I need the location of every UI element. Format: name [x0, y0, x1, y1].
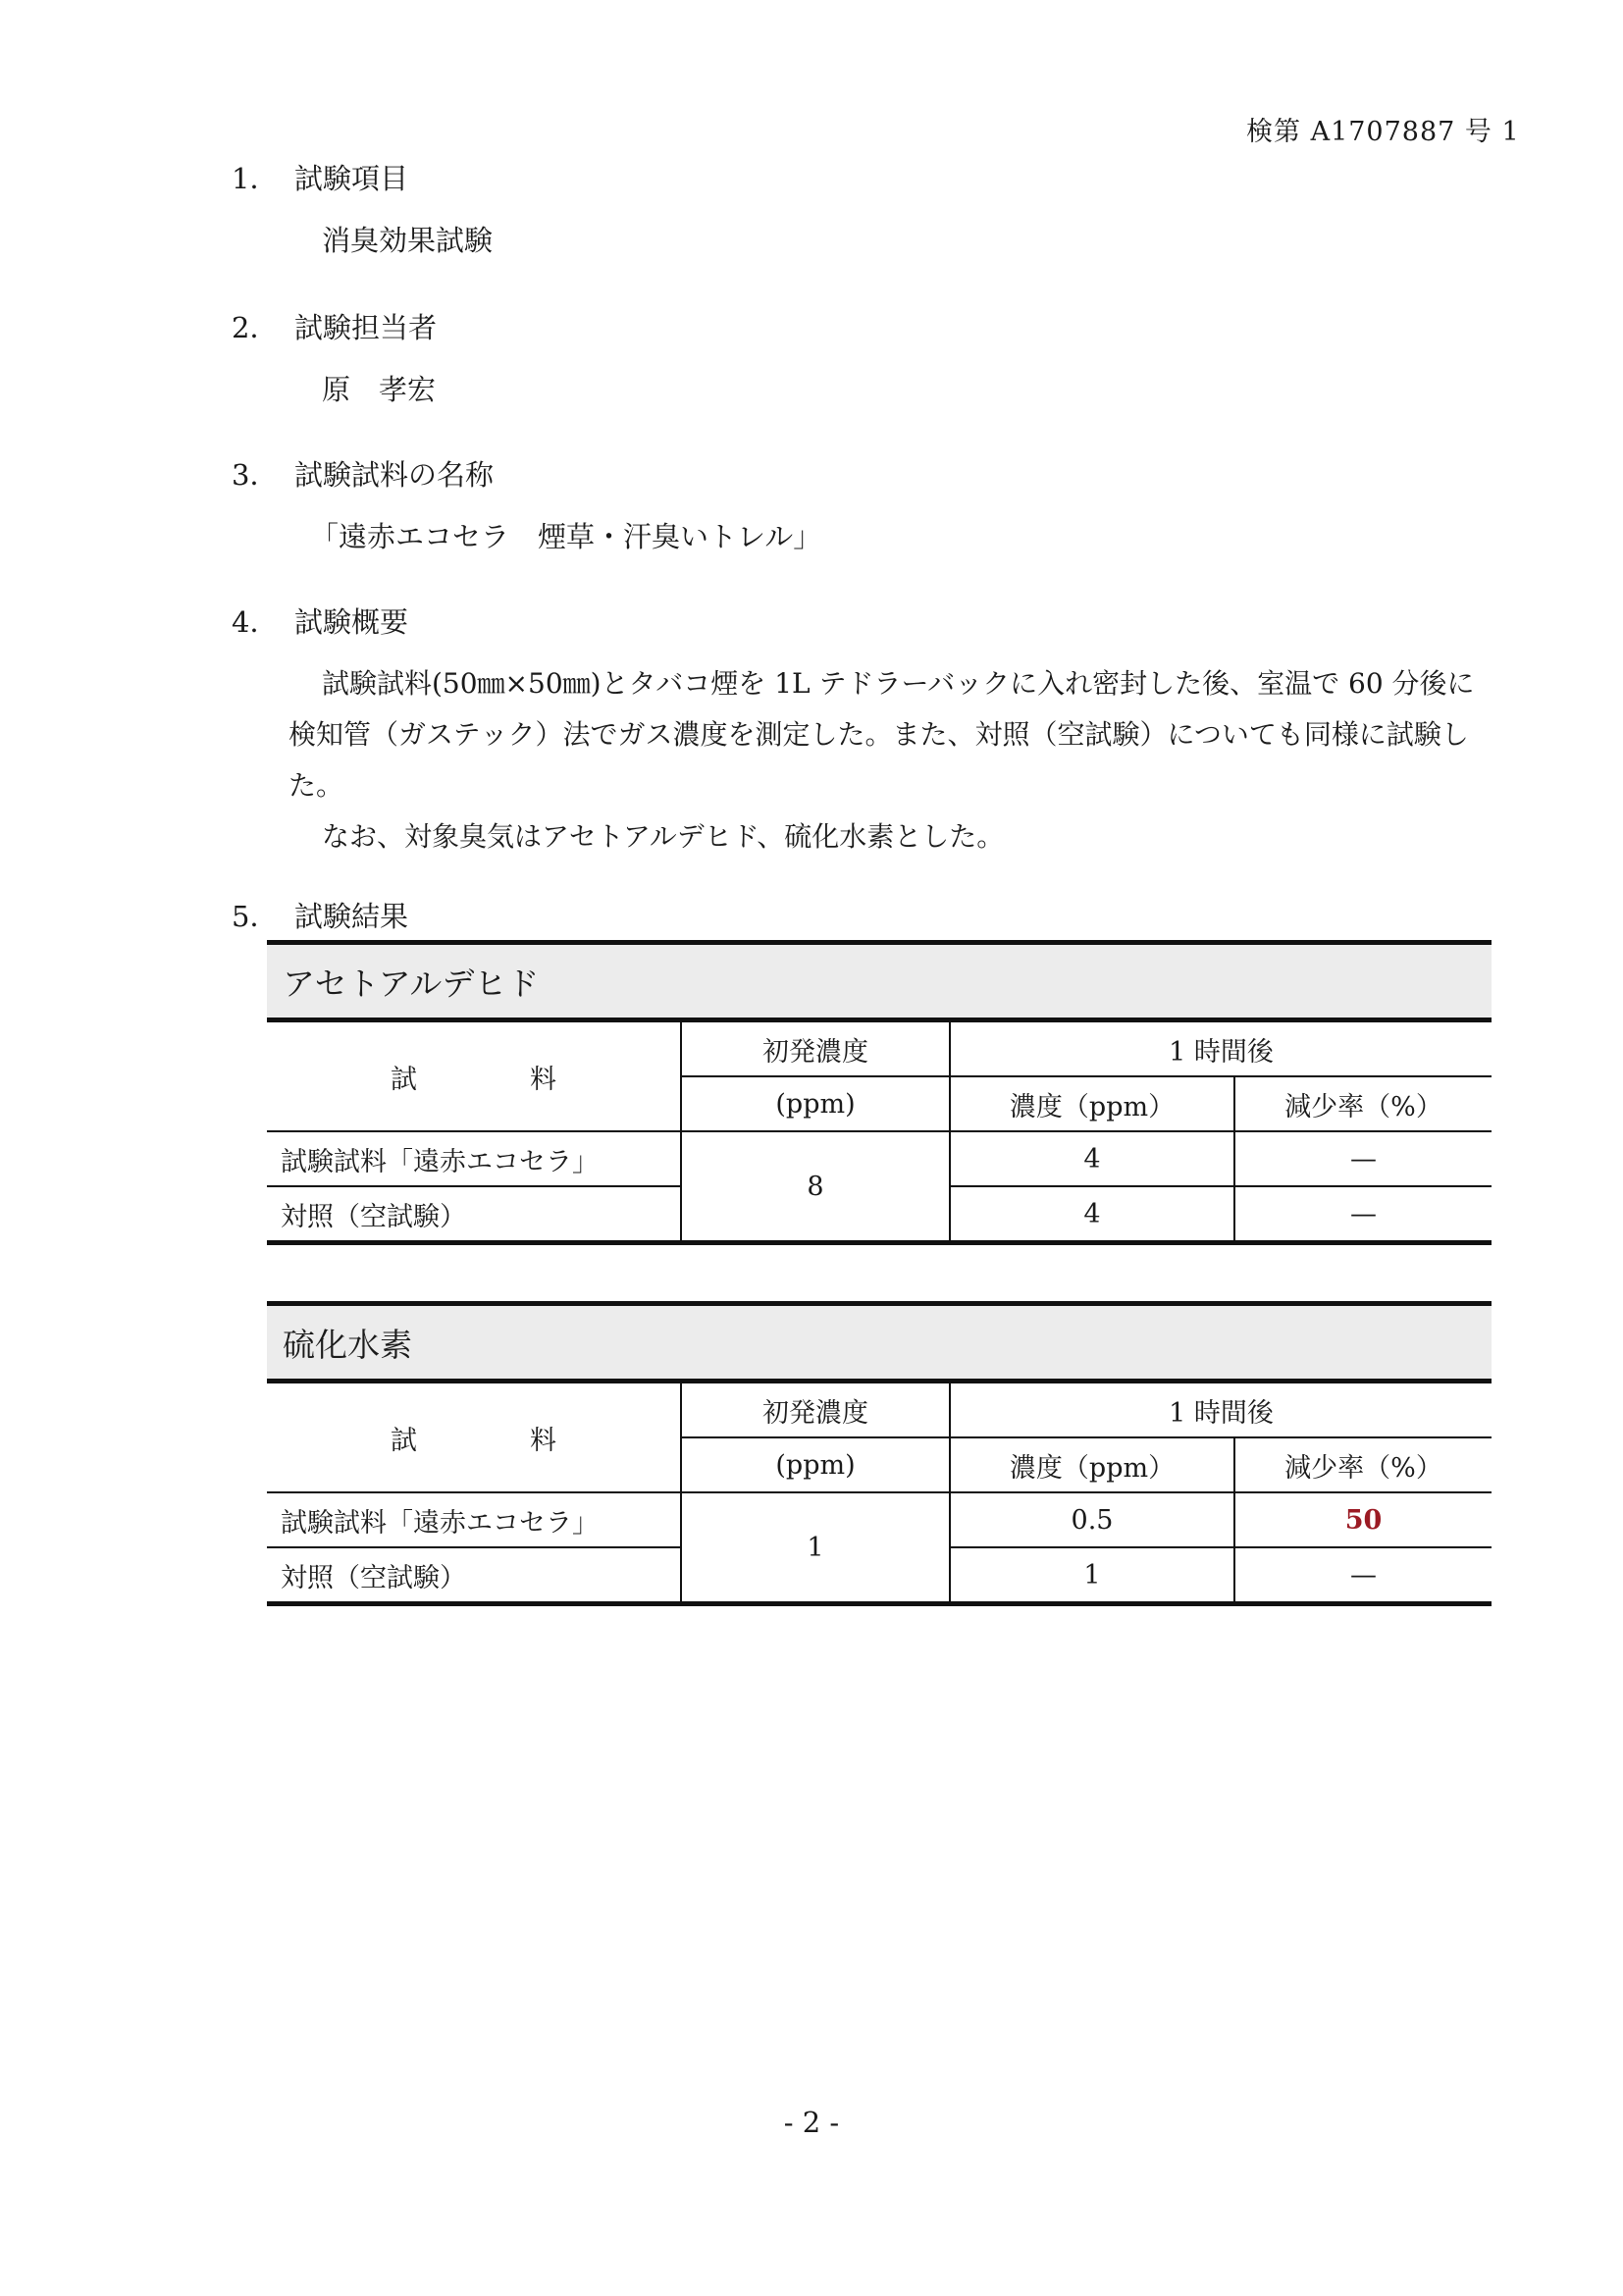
header-conc: 濃度（ppm） — [950, 1437, 1234, 1492]
section-results — [232, 895, 408, 935]
section-tester — [232, 306, 437, 408]
section-number: 1． — [232, 162, 279, 195]
section-content: 「遠赤エコセラ 煙草・汗臭いトレル」 — [310, 520, 822, 553]
section-overview — [232, 600, 1484, 862]
conc-value: 1 — [950, 1547, 1234, 1604]
section-number: 5． — [232, 900, 279, 933]
page-number: - 2 - — [783, 2106, 840, 2139]
section-content: 原 孝宏 — [322, 373, 437, 406]
initial-conc-value: 8 — [681, 1131, 950, 1243]
reduction-value: — — [1234, 1131, 1492, 1186]
reduction-value-highlight: 50 — [1234, 1492, 1492, 1547]
reduction-value: — — [1234, 1186, 1492, 1243]
acetaldehyde-result-block — [267, 940, 1492, 1245]
row-sample: 対照（空試験） — [267, 1547, 681, 1604]
hydrogen-sulfide-result-block — [267, 1301, 1492, 1606]
row-sample: 試験試料「遠赤エコセラ」 — [267, 1131, 681, 1186]
table-title: アセトアルデヒド — [267, 940, 1492, 1020]
hydrogen-sulfide-table — [267, 1382, 1492, 1606]
section-title: 試験結果 — [294, 900, 409, 933]
conc-value: 0.5 — [950, 1492, 1234, 1547]
conc-value: 4 — [950, 1186, 1234, 1243]
table-header-row — [267, 1383, 1492, 1437]
document-number: 検第 A1707887 号 1 — [1246, 117, 1520, 147]
section-test-item — [232, 157, 493, 259]
row-sample: 試験試料「遠赤エコセラ」 — [267, 1492, 681, 1547]
header-after-1h: 1 時間後 — [950, 1383, 1492, 1437]
section-title: 試験担当者 — [294, 311, 438, 344]
header-initial-conc: 初発濃度 — [681, 1021, 950, 1076]
section-content: 消臭効果試験 — [322, 224, 494, 257]
conc-value: 4 — [950, 1131, 1234, 1186]
section-number: 3． — [232, 458, 279, 492]
overview-paragraph: 試験試料(50㎜×50㎜)とタバコ煙を 1L テドラーバックに入れ密封した後、室温で 60 分後に検知管（ガステック）法でガス濃度を測定した。また、対照（空試験）についても同様に試験した。 — [288, 667, 1475, 802]
acetaldehyde-table — [267, 1020, 1492, 1245]
initial-conc-value: 1 — [681, 1492, 950, 1604]
table-title: 硫化水素 — [267, 1301, 1492, 1382]
header-reduction: 減少率（%） — [1234, 1076, 1492, 1131]
header-conc: 濃度（ppm） — [950, 1076, 1234, 1131]
section-number: 4． — [232, 605, 279, 639]
header-initial-unit: (ppm) — [681, 1076, 950, 1131]
overview-paragraph: なお、対象臭気はアセトアルデヒド、硫化水素とした。 — [322, 820, 1005, 853]
row-sample: 対照（空試験） — [267, 1186, 681, 1243]
section-title: 試験試料の名称 — [294, 458, 495, 492]
header-sample: 試 料 — [267, 1021, 681, 1131]
overview-text — [288, 658, 1484, 862]
header-initial-unit: (ppm) — [681, 1437, 950, 1492]
reduction-value: — — [1234, 1547, 1492, 1604]
section-number: 2． — [232, 311, 279, 344]
section-title: 試験概要 — [294, 605, 409, 639]
section-sample-name — [232, 453, 821, 555]
table-row — [267, 1131, 1492, 1186]
table-header-row — [267, 1021, 1492, 1076]
table-row — [267, 1492, 1492, 1547]
header-reduction: 減少率（%） — [1234, 1437, 1492, 1492]
header-sample: 試 料 — [267, 1383, 681, 1492]
header-initial-conc: 初発濃度 — [681, 1383, 950, 1437]
section-title: 試験項目 — [294, 162, 409, 195]
header-after-1h: 1 時間後 — [950, 1021, 1492, 1076]
